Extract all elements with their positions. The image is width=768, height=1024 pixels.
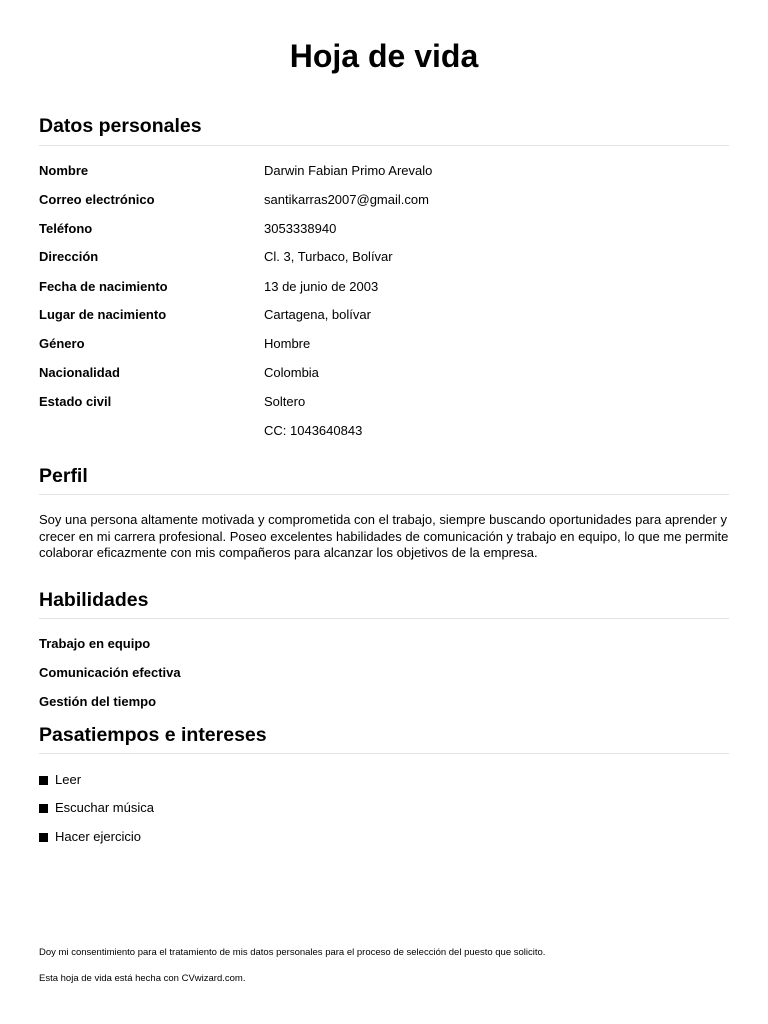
info-label: Lugar de nacimiento bbox=[39, 307, 167, 322]
hobby-item bbox=[39, 770, 81, 790]
section-divider bbox=[39, 145, 729, 146]
skill-item: Gestión del tiempo bbox=[39, 694, 157, 709]
info-row-birth-date bbox=[39, 277, 729, 297]
generator-credit: Esta hoja de vida está hecha con CVwizard.com. bbox=[39, 973, 246, 984]
info-value: CC: 1043640843 bbox=[264, 423, 363, 438]
info-row-birth-place bbox=[39, 305, 729, 325]
square-bullet-icon bbox=[39, 776, 48, 785]
info-label: Fecha de nacimiento bbox=[39, 279, 168, 294]
info-row-nationality bbox=[39, 363, 729, 383]
skill-item: Comunicación efectiva bbox=[39, 665, 181, 680]
personal-section-heading: Datos personales bbox=[39, 115, 202, 137]
square-bullet-icon bbox=[39, 804, 48, 813]
info-label: Estado civil bbox=[39, 394, 112, 409]
info-label: Teléfono bbox=[39, 221, 93, 236]
info-row-email bbox=[39, 190, 729, 210]
info-row-address bbox=[39, 247, 729, 267]
info-label: Nacionalidad bbox=[39, 365, 120, 380]
skills-section-heading: Habilidades bbox=[39, 589, 149, 611]
square-bullet-icon bbox=[39, 833, 48, 842]
hobby-item bbox=[39, 798, 154, 818]
hobby-label: Escuchar música bbox=[55, 800, 154, 815]
info-label: Género bbox=[39, 336, 85, 351]
skill-item: Trabajo en equipo bbox=[39, 636, 151, 651]
info-value: Soltero bbox=[264, 394, 306, 409]
info-value: 3053338940 bbox=[264, 221, 337, 236]
info-value: santikarras2007@gmail.com bbox=[264, 192, 429, 207]
document-title: Hoja de vida bbox=[289, 38, 479, 74]
info-value: Darwin Fabian Primo Arevalo bbox=[264, 163, 433, 178]
info-value: Hombre bbox=[264, 336, 311, 351]
info-value: Cl. 3, Turbaco, Bolívar bbox=[264, 249, 393, 264]
info-label: Nombre bbox=[39, 163, 89, 178]
info-row-marital-status bbox=[39, 392, 729, 412]
hobbies-section-heading: Pasatiempos e intereses bbox=[39, 724, 267, 746]
info-row-id-number bbox=[39, 421, 729, 441]
info-row-phone bbox=[39, 219, 729, 239]
hobby-item bbox=[39, 827, 141, 847]
info-value: 13 de junio de 2003 bbox=[264, 279, 379, 294]
section-divider bbox=[39, 753, 729, 754]
info-label: Dirección bbox=[39, 249, 99, 264]
section-divider bbox=[39, 494, 729, 495]
consent-statement: Doy mi consentimiento para el tratamiento de mis datos personales para el proceso de selección del puesto que solicito. bbox=[39, 947, 546, 958]
hobby-label: Leer bbox=[55, 772, 82, 787]
info-row-name bbox=[39, 161, 729, 181]
section-divider bbox=[39, 618, 729, 619]
profile-section-heading: Perfil bbox=[39, 465, 88, 487]
info-row-gender bbox=[39, 334, 729, 354]
profile-summary: Soy una persona altamente motivada y comprometida con el trabajo, siempre buscando oportunidades para aprender y crecer en mi carrera profesional. Poseo excelentes habilidades de comunicación y trabajo en equipo, lo que me permite colaborar eficazmente con mis compañeros para alcanzar los objetivos de la empresa. bbox=[39, 512, 729, 560]
hobby-label: Hacer ejercicio bbox=[55, 829, 141, 844]
info-value: Cartagena, bolívar bbox=[264, 307, 371, 322]
info-value: Colombia bbox=[264, 365, 319, 380]
info-label: Correo electrónico bbox=[39, 192, 155, 207]
